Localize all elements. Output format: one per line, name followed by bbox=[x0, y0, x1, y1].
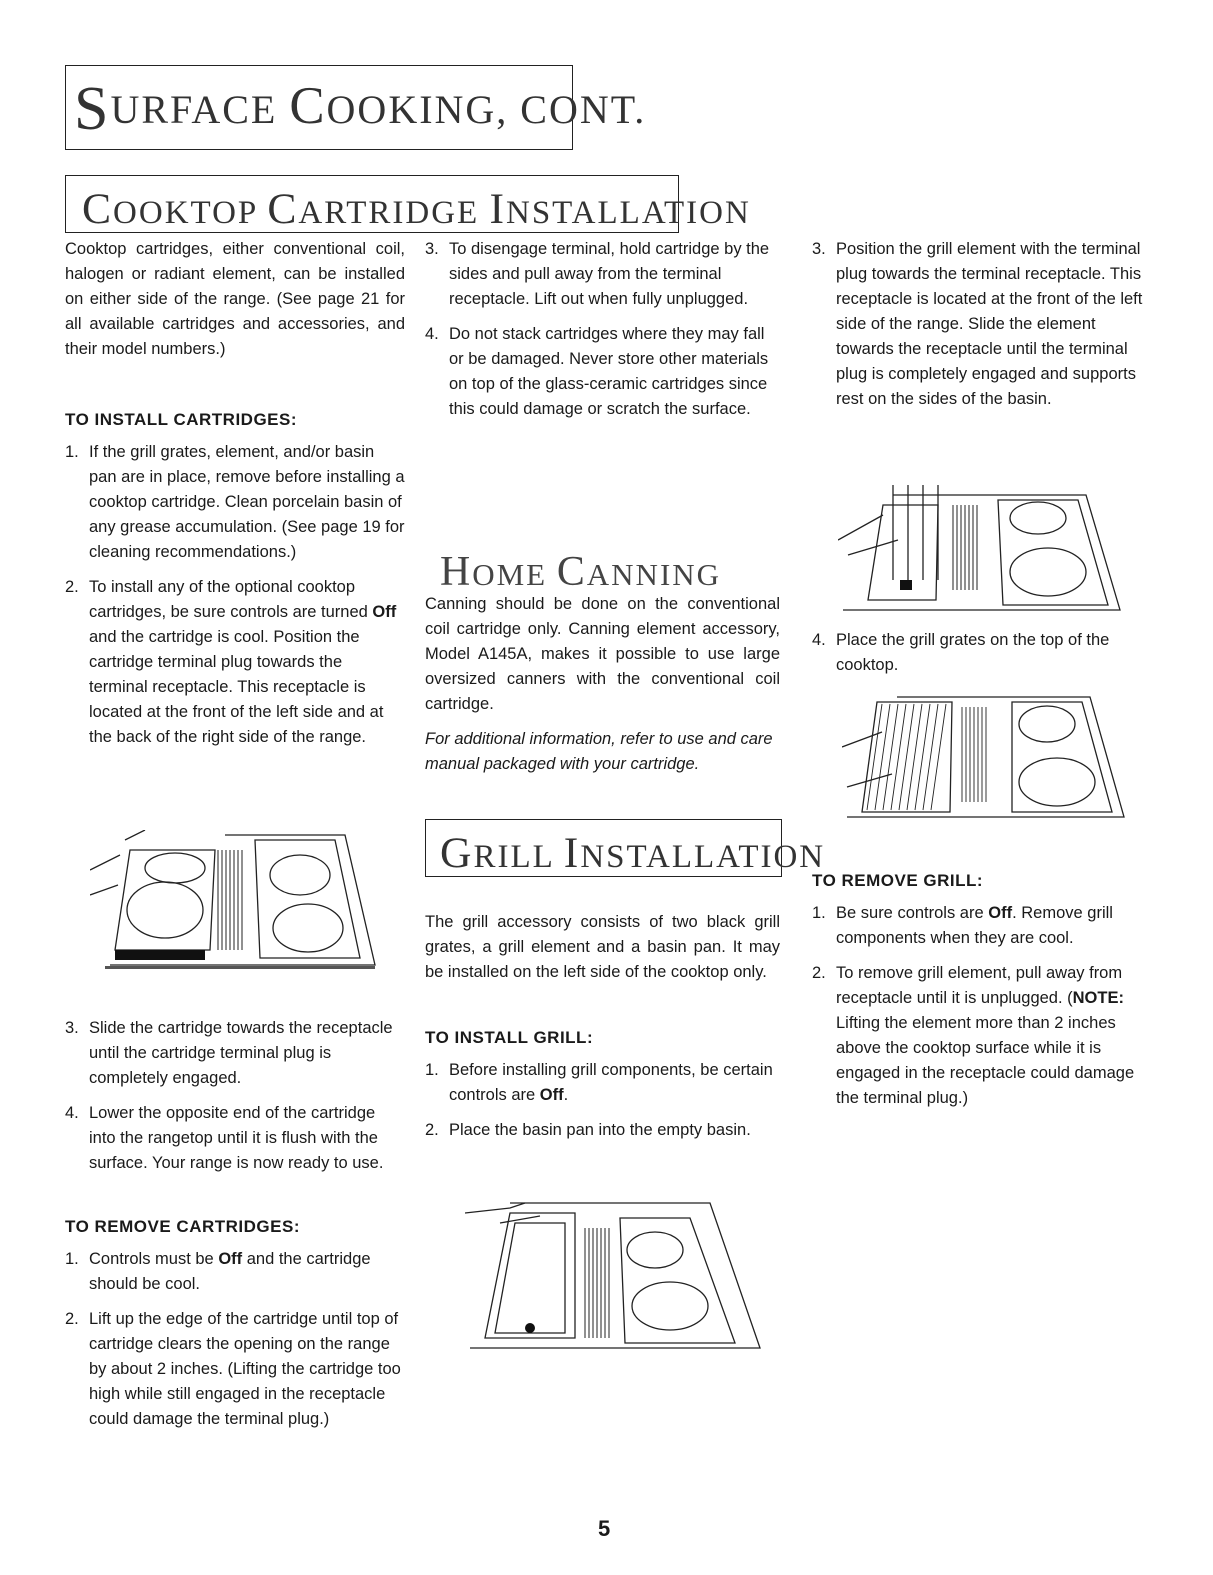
list-item: 1. Be sure controls are Off. Remove grill components when they are cool. bbox=[812, 904, 1113, 947]
list-item: 1. Controls must be Off and the cartridge should be cool. bbox=[65, 1250, 371, 1293]
list-item: 4. Place the grill grates on the top of the cooktop. bbox=[812, 631, 1110, 674]
column-3-step-4 bbox=[812, 628, 1147, 688]
cartridge-install-illustration bbox=[90, 830, 380, 975]
column-1-bottom bbox=[65, 1016, 405, 1442]
home-canning-heading: HOME CANNING bbox=[440, 549, 722, 595]
basin-pan-illustration bbox=[465, 1198, 765, 1353]
list-item: 3. To disengage terminal, hold cartridge by the sides and pull away from the terminal receptacle. Lift out when fully unplugged. bbox=[425, 240, 770, 308]
list-item: 4. Do not stack cartridges where they may fall or be damaged. Never store other materials on top of the glass-ceramic cartridges since this could damage or scratch the surface. bbox=[425, 325, 769, 418]
remove-grill-heading: TO REMOVE GRILL: bbox=[812, 871, 984, 890]
cooktop-cartridge-installation-heading: COOKTOP CARTRIDGE INSTALLATION bbox=[65, 175, 679, 233]
column-1-top bbox=[65, 237, 405, 760]
grill-grates-illustration bbox=[842, 692, 1127, 827]
list-item: 2. To install any of the optional cooktop cartridges, be sure controls are turned Off and the cartridge is cool. Position the cartridge terminal plug towards the terminal receptacle. This receptacle is located at the front of the left side and at the back of the right side of the range. bbox=[65, 578, 397, 746]
install-cartridges-heading: TO INSTALL CARTRIDGES: bbox=[65, 410, 297, 429]
list-item: 1. Before installing grill components, be certain controls are Off. bbox=[425, 1061, 773, 1104]
cartridge-intro-paragraph: Cooktop cartridges, either conventional coil, halogen or radiant element, can be installed on either side of the range. (See page 21 for all available cartridges and accessories, and their model numbers.) bbox=[65, 240, 405, 358]
install-grill-heading: TO INSTALL GRILL: bbox=[425, 1028, 594, 1047]
grill-intro-paragraph: The grill accessory consists of two black grill grates, a grill element and a basin pan. It may be installed on the left side of the cooktop only. bbox=[425, 913, 780, 981]
list-item: 1. If the grill grates, element, and/or basin pan are in place, remove before installing a cooktop cartridge. Clean porcelain basin of any grease accumulation. (See page 19 for cleaning recommendations.) bbox=[65, 443, 405, 561]
canning-note: For additional information, refer to use and care manual packaged with your cartridge. bbox=[425, 730, 773, 773]
column-3-top bbox=[812, 237, 1147, 422]
remove-cartridges-heading: TO REMOVE CARTRIDGES: bbox=[65, 1217, 300, 1236]
grill-element-illustration bbox=[838, 480, 1123, 615]
section-title: SURFACE COOKING, CONT. bbox=[65, 65, 573, 150]
list-item: 3. Position the grill element with the terminal plug towards the terminal receptacle. This receptacle is located at the front of the left side of the range. Slide the element towards the receptacle until the terminal plug is completely engaged and supports rest on the sides of the basin. bbox=[812, 240, 1143, 408]
remove-grill-section bbox=[812, 868, 1147, 1121]
grill-installation-heading: GRILL INSTALLATION bbox=[425, 819, 782, 877]
page-number: 5 bbox=[598, 1516, 611, 1541]
grill-section bbox=[425, 910, 780, 1153]
list-item: 2. Lift up the edge of the cartridge until top of cartridge clears the opening on the range by about 2 inches. (Lifting the cartridge too high while still engaged in the receptacle could damage the terminal plug.) bbox=[65, 1310, 401, 1428]
list-item: 3. Slide the cartridge towards the receptacle until the cartridge terminal plug is completely engaged. bbox=[65, 1019, 393, 1087]
home-canning-section bbox=[425, 592, 780, 777]
list-item: 2. Place the basin pan into the empty basin. bbox=[425, 1121, 751, 1139]
list-item: 2. To remove grill element, pull away from receptacle until it is unplugged. (NOTE: Lifting the element more than 2 inches above the cooktop surface while it is engaged in the receptacle could damage the terminal plug.) bbox=[812, 964, 1135, 1107]
column-2-top bbox=[425, 237, 780, 432]
list-item: 4. Lower the opposite end of the cartridge into the rangetop until it is flush with the surface. Your range is now ready to use. bbox=[65, 1104, 384, 1172]
canning-paragraph: Canning should be done on the conventional coil cartridge only. Canning element accessory, Model A145A, makes it possible to use large oversized canners with the conventional coil cartridge. bbox=[425, 595, 780, 713]
